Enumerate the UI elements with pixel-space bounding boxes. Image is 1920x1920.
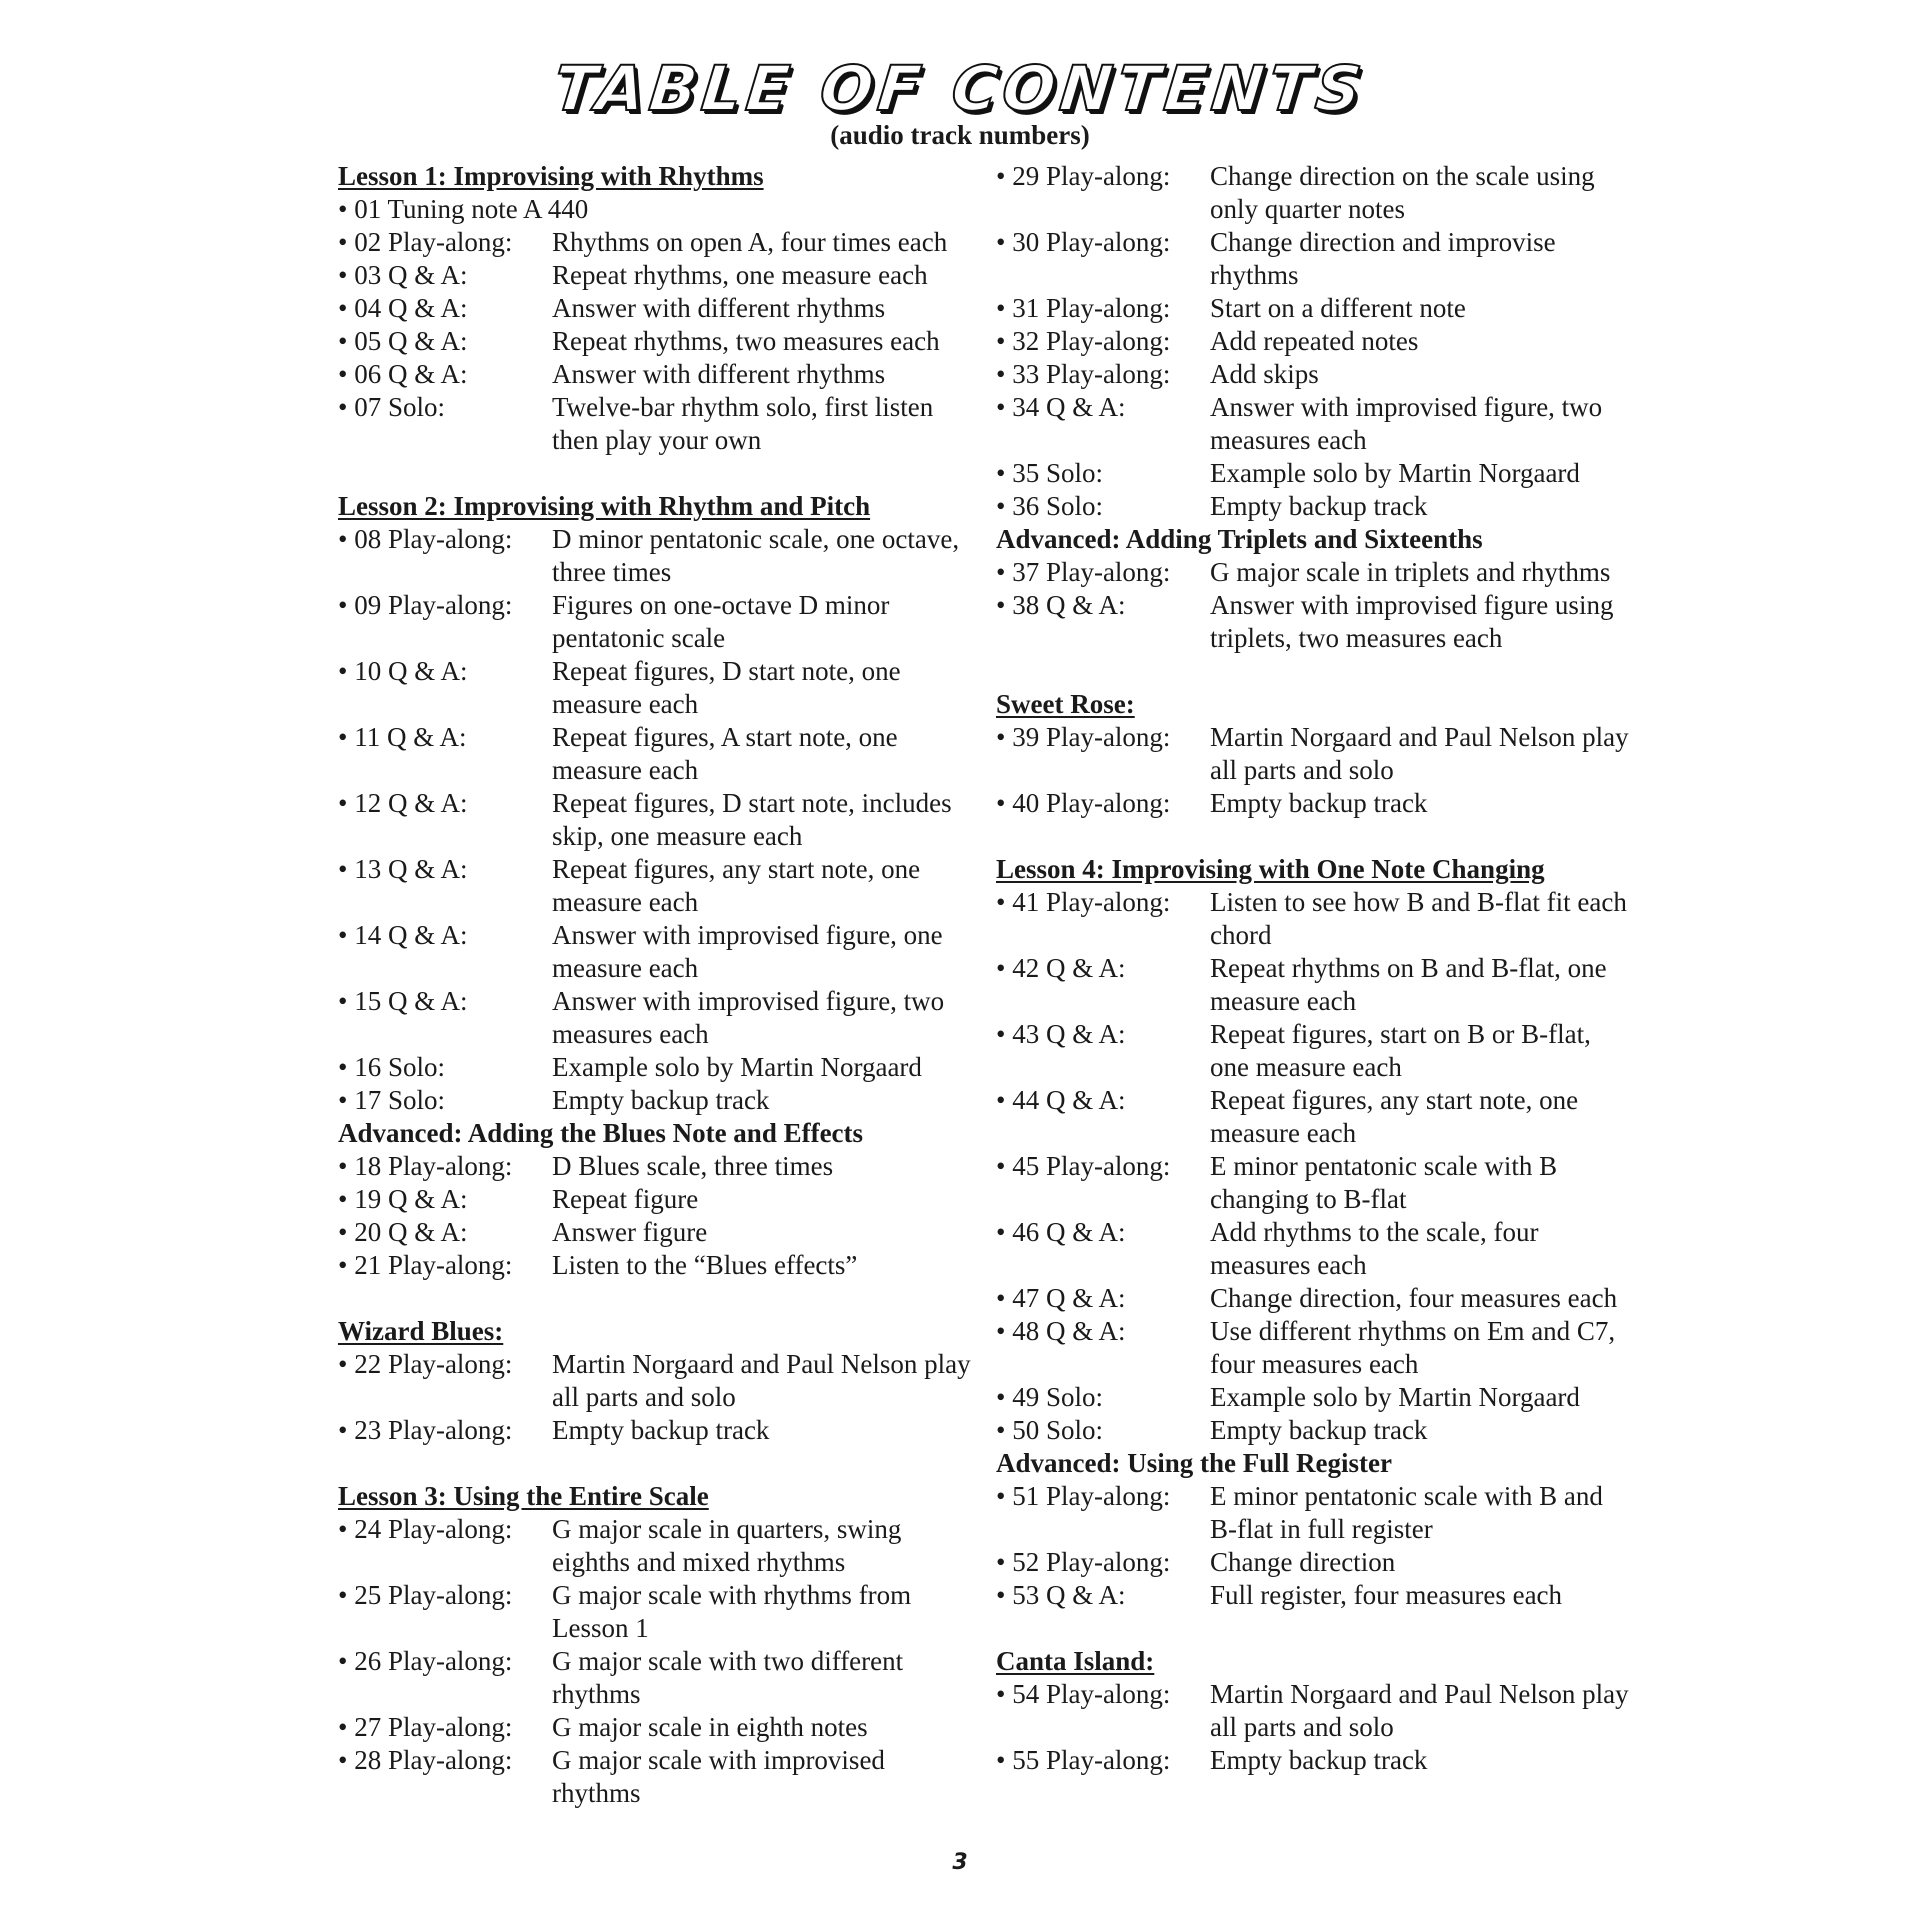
track-description: Answer with different rhythms [552,293,886,323]
track-description: Repeat rhythms, one measure each [552,260,928,290]
track-description: Change direction [1210,1547,1396,1577]
track-label: • 13 Q & A: [338,854,468,884]
track-description: E minor pentatonic scale with B changing to B-flat [1210,1151,1558,1214]
track-description: G major scale in eighth notes [552,1712,868,1742]
track-label: • 29 Play-along: [996,161,1171,191]
track-entry [996,457,1636,490]
section-heading: Sweet Rose: [996,689,1135,719]
spacer [996,820,1636,853]
track-description: Answer with improvised figure, two measures each [1210,392,1603,455]
track-label: • 24 Play-along: [338,1514,513,1544]
track-entry [996,787,1636,820]
track-description: Example solo by Martin Norgaard [1210,458,1580,488]
track-entry [338,721,978,787]
track-entry [996,886,1636,952]
track-label: • 05 Q & A: [338,326,468,356]
track-label: • 39 Play-along: [996,722,1171,752]
track-description: G major scale in quarters, swing eighths and mixed rhythms [552,1514,902,1577]
track-description: Add repeated notes [1210,326,1419,356]
track-description: D minor pentatonic scale, one octave, three times [552,524,960,587]
track-entry [338,787,978,853]
track-entry [996,292,1636,325]
track-description: Martin Norgaard and Paul Nelson play all parts and solo [1210,1679,1629,1742]
track-description: Repeat rhythms on B and B-flat, one measure each [1210,953,1607,1016]
track-description: D Blues scale, three times [552,1151,834,1181]
track-label: • 17 Solo: [338,1085,445,1115]
track-entry [338,589,978,655]
track-entry [996,1381,1636,1414]
track-label: • 25 Play-along: [338,1580,513,1610]
track-description: Rhythms on open A, four times each [552,227,948,257]
track-description: Figures on one-octave D minor pentatonic scale [552,590,890,653]
track-description: Empty backup track [1210,1745,1428,1775]
track-label: • 33 Play-along: [996,359,1171,389]
spacer [338,457,978,490]
track-entry [338,358,978,391]
track-label: • 46 Q & A: [996,1217,1126,1247]
track-label: • 36 Solo: [996,491,1103,521]
track-label: • 23 Play-along: [338,1415,513,1445]
track-label: • 37 Play-along: [996,557,1171,587]
track-entry [338,1249,978,1282]
track-entry [338,1216,978,1249]
track-description: Martin Norgaard and Paul Nelson play all parts and solo [552,1349,971,1412]
track-label: • 19 Q & A: [338,1184,468,1214]
track-description: Empty backup track [552,1415,770,1445]
track-entry [996,391,1636,457]
spacer [996,1612,1636,1645]
track-label: • 03 Q & A: [338,260,468,290]
track-entry [996,160,1636,226]
track-description: Change direction on the scale using only quarter notes [1210,161,1595,224]
track-label: • 11 Q & A: [338,722,467,752]
track-label: • 20 Q & A: [338,1217,468,1247]
track-entry [338,226,978,259]
track-entry [996,1546,1636,1579]
track-label: • 12 Q & A: [338,788,468,818]
track-label: • 31 Play-along: [996,293,1171,323]
track-description: Listen to the “Blues effects” [552,1250,858,1280]
track-description: Change direction, four measures each [1210,1283,1618,1313]
track-label: • 28 Play-along: [338,1745,513,1775]
track-description: G major scale with two different rhythms [552,1646,904,1709]
track-entry [338,655,978,721]
track-entry [996,1315,1636,1381]
track-entry [338,1711,978,1744]
track-label: • 18 Play-along: [338,1151,513,1181]
page-subtitle: (audio track numbers) [830,120,1090,150]
track-description: Repeat figures, D start note, includes skip, one measure each [552,788,952,851]
track-label: • 15 Q & A: [338,986,468,1016]
section-heading: Advanced: Using the Full Register [996,1448,1392,1478]
track-description: G major scale with rhythms from Lesson 1 [552,1580,912,1643]
track-label: • 35 Solo: [996,458,1103,488]
toc-column-left [338,160,978,1810]
track-description: Answer figure [552,1217,708,1247]
track-label: • 26 Play-along: [338,1646,513,1676]
track-label: • 53 Q & A: [996,1580,1126,1610]
track-label: • 32 Play-along: [996,326,1171,356]
track-label: • 40 Play-along: [996,788,1171,818]
track-description: Empty backup track [1210,491,1428,521]
track-entry [338,391,978,457]
track-description: Repeat figures, D start note, one measure each [552,656,901,719]
track-label: • 42 Q & A: [996,953,1126,983]
track-entry [996,1018,1636,1084]
page-number: 3 [952,1850,968,1875]
track-entry [338,523,978,589]
track-label: • 45 Play-along: [996,1151,1171,1181]
track-label: • 38 Q & A: [996,590,1126,620]
track-description: Full register, four measures each [1210,1580,1563,1610]
track-entry [996,490,1636,523]
section-heading: Advanced: Adding Triplets and Sixteenths [996,524,1483,554]
track-label: • 52 Play-along: [996,1547,1171,1577]
track-description: Repeat figures, any start note, one measure each [1210,1085,1579,1148]
section-heading: Canta Island: [996,1646,1155,1676]
track-entry [996,1579,1636,1612]
track-entry [996,1744,1636,1777]
section-heading: Wizard Blues: [338,1316,504,1346]
track-entry [996,358,1636,391]
track-entry [996,556,1636,589]
track-label: • 55 Play-along: [996,1745,1171,1775]
track-entry [338,1150,978,1183]
track-entry [338,1084,978,1117]
section-heading: Advanced: Adding the Blues Note and Effects [338,1118,864,1148]
track-entry [996,1414,1636,1447]
track-label: • 50 Solo: [996,1415,1103,1445]
track-description: Example solo by Martin Norgaard [1210,1382,1580,1412]
track-description: Add rhythms to the scale, four measures each [1210,1217,1539,1280]
track-description: Repeat figures, A start note, one measure each [552,722,898,785]
track-description: Change direction and improvise rhythms [1210,227,1556,290]
track-description: Repeat figures, any start note, one measure each [552,854,921,917]
track-label: • 08 Play-along: [338,524,513,554]
track-label: • 41 Play-along: [996,887,1171,917]
track-label: • 22 Play-along: [338,1349,513,1379]
track-label: • 51 Play-along: [996,1481,1171,1511]
track-entry [338,1579,978,1645]
track-description: Answer with improvised figure, two measures each [552,986,945,1049]
track-entry [338,985,978,1051]
track-description: Answer with different rhythms [552,359,886,389]
track-label: • 47 Q & A: [996,1283,1126,1313]
track-entry [338,1513,978,1579]
track-description: Add skips [1210,359,1319,389]
track-entry [338,325,978,358]
track-label: • 34 Q & A: [996,392,1126,422]
track-entry [996,721,1636,787]
track-description: Twelve-bar rhythm solo, first listen then play your own [552,392,934,455]
track-description: Answer with improvised figure, one measure each [552,920,943,983]
track-entry [996,1678,1636,1744]
track-label: • 01 Tuning note A 440 [338,194,589,224]
track-description: G major scale with improvised rhythms [552,1745,885,1808]
track-description: G major scale in triplets and rhythms [1210,557,1611,587]
page-title: TABLE OF CONTENTS [550,52,1370,125]
track-description: Answer with improvised figure using triplets, two measures each [1210,590,1614,653]
track-entry [338,292,978,325]
track-description [552,193,978,226]
track-label: • 04 Q & A: [338,293,468,323]
track-label: • 09 Play-along: [338,590,513,620]
spacer [338,1282,978,1315]
track-description: Repeat figure [552,1184,699,1214]
track-entry [996,1150,1636,1216]
track-label: • 21 Play-along: [338,1250,513,1280]
track-label: • 10 Q & A: [338,656,468,686]
track-entry [338,919,978,985]
section-heading: Lesson 3: Using the Entire Scale [338,1481,709,1511]
track-label: • 43 Q & A: [996,1019,1126,1049]
track-entry [996,1480,1636,1546]
track-entry [338,853,978,919]
track-entry [996,589,1636,655]
section-heading: Lesson 2: Improvising with Rhythm and Pitch [338,491,871,521]
track-entry [996,1084,1636,1150]
track-label: • 30 Play-along: [996,227,1171,257]
track-label: • 06 Q & A: [338,359,468,389]
track-entry [338,259,978,292]
toc-column-right [996,160,1636,1777]
track-label: • 16 Solo: [338,1052,445,1082]
track-label: • 02 Play-along: [338,227,513,257]
track-label: • 44 Q & A: [996,1085,1126,1115]
track-description: Martin Norgaard and Paul Nelson play all parts and solo [1210,722,1629,785]
track-entry [338,1348,978,1414]
track-label: • 49 Solo: [996,1382,1103,1412]
track-description: Example solo by Martin Norgaard [552,1052,922,1082]
track-description: Repeat rhythms, two measures each [552,326,940,356]
track-label: • 48 Q & A: [996,1316,1126,1346]
track-entry [996,1282,1636,1315]
track-entry [996,952,1636,1018]
track-description: Start on a different note [1210,293,1466,323]
section-heading: Lesson 1: Improvising with Rhythms [338,161,764,191]
track-description: Empty backup track [1210,788,1428,818]
track-entry [338,193,978,226]
track-entry [338,1414,978,1447]
track-description: Empty backup track [552,1085,770,1115]
track-entry [996,325,1636,358]
track-label: • 14 Q & A: [338,920,468,950]
track-entry [338,1645,978,1711]
track-label: • 07 Solo: [338,392,445,422]
section-heading: Lesson 4: Improvising with One Note Changing [996,854,1545,884]
track-label: • 54 Play-along: [996,1679,1171,1709]
track-description: Listen to see how B and B-flat fit each chord [1210,887,1627,950]
track-entry [338,1051,978,1084]
track-entry [996,1216,1636,1282]
track-entry [996,226,1636,292]
spacer [996,655,1636,688]
spacer [338,1447,978,1480]
track-label: • 27 Play-along: [338,1712,513,1742]
track-description: Use different rhythms on Em and C7, four measures each [1210,1316,1616,1379]
track-description: Repeat figures, start on B or B-flat, one measure each [1210,1019,1591,1082]
track-entry [338,1744,978,1810]
track-description: E minor pentatonic scale with B and B-flat in full register [1210,1481,1603,1544]
track-description: Empty backup track [1210,1415,1428,1445]
track-entry [338,1183,978,1216]
